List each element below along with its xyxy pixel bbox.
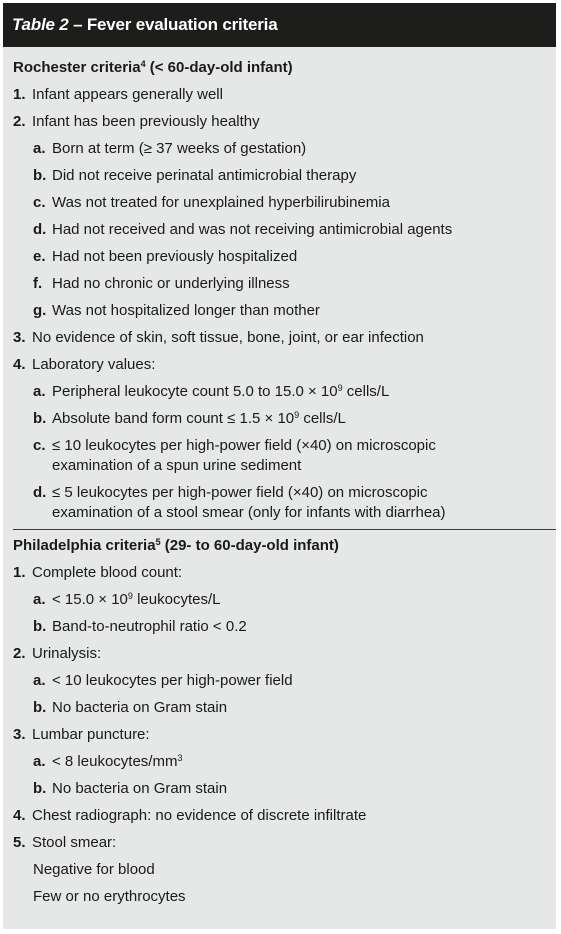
table-header xyxy=(3,3,556,47)
list-item: 3. Lumbar puncture: xyxy=(13,726,150,743)
philadelphia-title: Philadelphia criteria$^5$ (29- to 60-day-old infant) xyxy=(13,537,339,554)
list-item: d. ≤ 5 leukocytes per high-power field (×40) on microscopic examination of a stool smear (only for infants with diarrhea) xyxy=(33,484,446,521)
list-item: 5. Stool smear: xyxy=(13,834,117,851)
list-item: c. Was not treated for unexplained hyperbilirubinemia xyxy=(33,194,390,211)
philadelphia-section xyxy=(3,530,556,907)
list-item: b. No bacteria on Gram stain xyxy=(33,699,228,716)
list-item: a. Peripheral leukocyte count 5.0 to $15.0 \times 10^9$ cells/L xyxy=(33,383,390,400)
list-item: a. < 8 leukocytes/$mm^3$ xyxy=(33,753,183,770)
list-item: b. Band-to-neutrophil ratio < 0.2 xyxy=(33,618,247,635)
list-item: 1. Infant appears generally well xyxy=(13,86,223,103)
list-item: Negative for blood xyxy=(33,861,155,878)
rochester-ref: 4 xyxy=(140,59,146,69)
list-item: 2. Urinalysis: xyxy=(13,645,102,662)
rochester-section xyxy=(3,47,556,523)
list-item: 4. Laboratory values: xyxy=(13,356,156,373)
rochester-title: Rochester criteria$^4$ (< 60-day-old infant) xyxy=(13,59,293,76)
list-item: 1. Complete blood count: xyxy=(13,564,183,581)
list-item: b. Did not receive perinatal antimicrobial therapy xyxy=(33,167,357,184)
table-label: Table 2 xyxy=(12,15,69,34)
list-item: 2. Infant has been previously healthy xyxy=(13,113,260,130)
list-item: g. Was not hospitalized longer than mother xyxy=(33,302,320,319)
list-item: f. Had no chronic or underlying illness xyxy=(33,275,290,292)
fever-criteria-table xyxy=(3,3,556,929)
list-item: a. Born at term (≥ 37 weeks of gestation) xyxy=(33,140,307,157)
list-item: d. Had not received and was not receiving antimicrobial agents xyxy=(33,221,453,238)
list-item: 4. Chest radiograph: no evidence of discrete infiltrate xyxy=(13,807,367,824)
list-item: b. No bacteria on Gram stain xyxy=(33,780,228,797)
list-item: a. < $15.0 \times 10^9$ leukocytes/L xyxy=(33,591,221,608)
list-item: e. Had not been previously hospitalized xyxy=(33,248,298,265)
list-item: b. Absolute band form count ≤ $1.5 \times 10^9$ cells/L xyxy=(33,410,346,427)
philadelphia-ref: 5 xyxy=(155,537,161,547)
list-item: a. < 10 leukocytes per high-power field xyxy=(33,672,293,689)
table-title: – Fever evaluation criteria xyxy=(68,15,278,34)
list-item: c. ≤ 10 leukocytes per high-power field (×40) on microscopic examination of a spun urine sediment xyxy=(33,437,436,474)
list-item: 3. No evidence of skin, soft tissue, bone, joint, or ear infection xyxy=(13,329,424,346)
list-item: Few or no erythrocytes xyxy=(33,888,186,905)
